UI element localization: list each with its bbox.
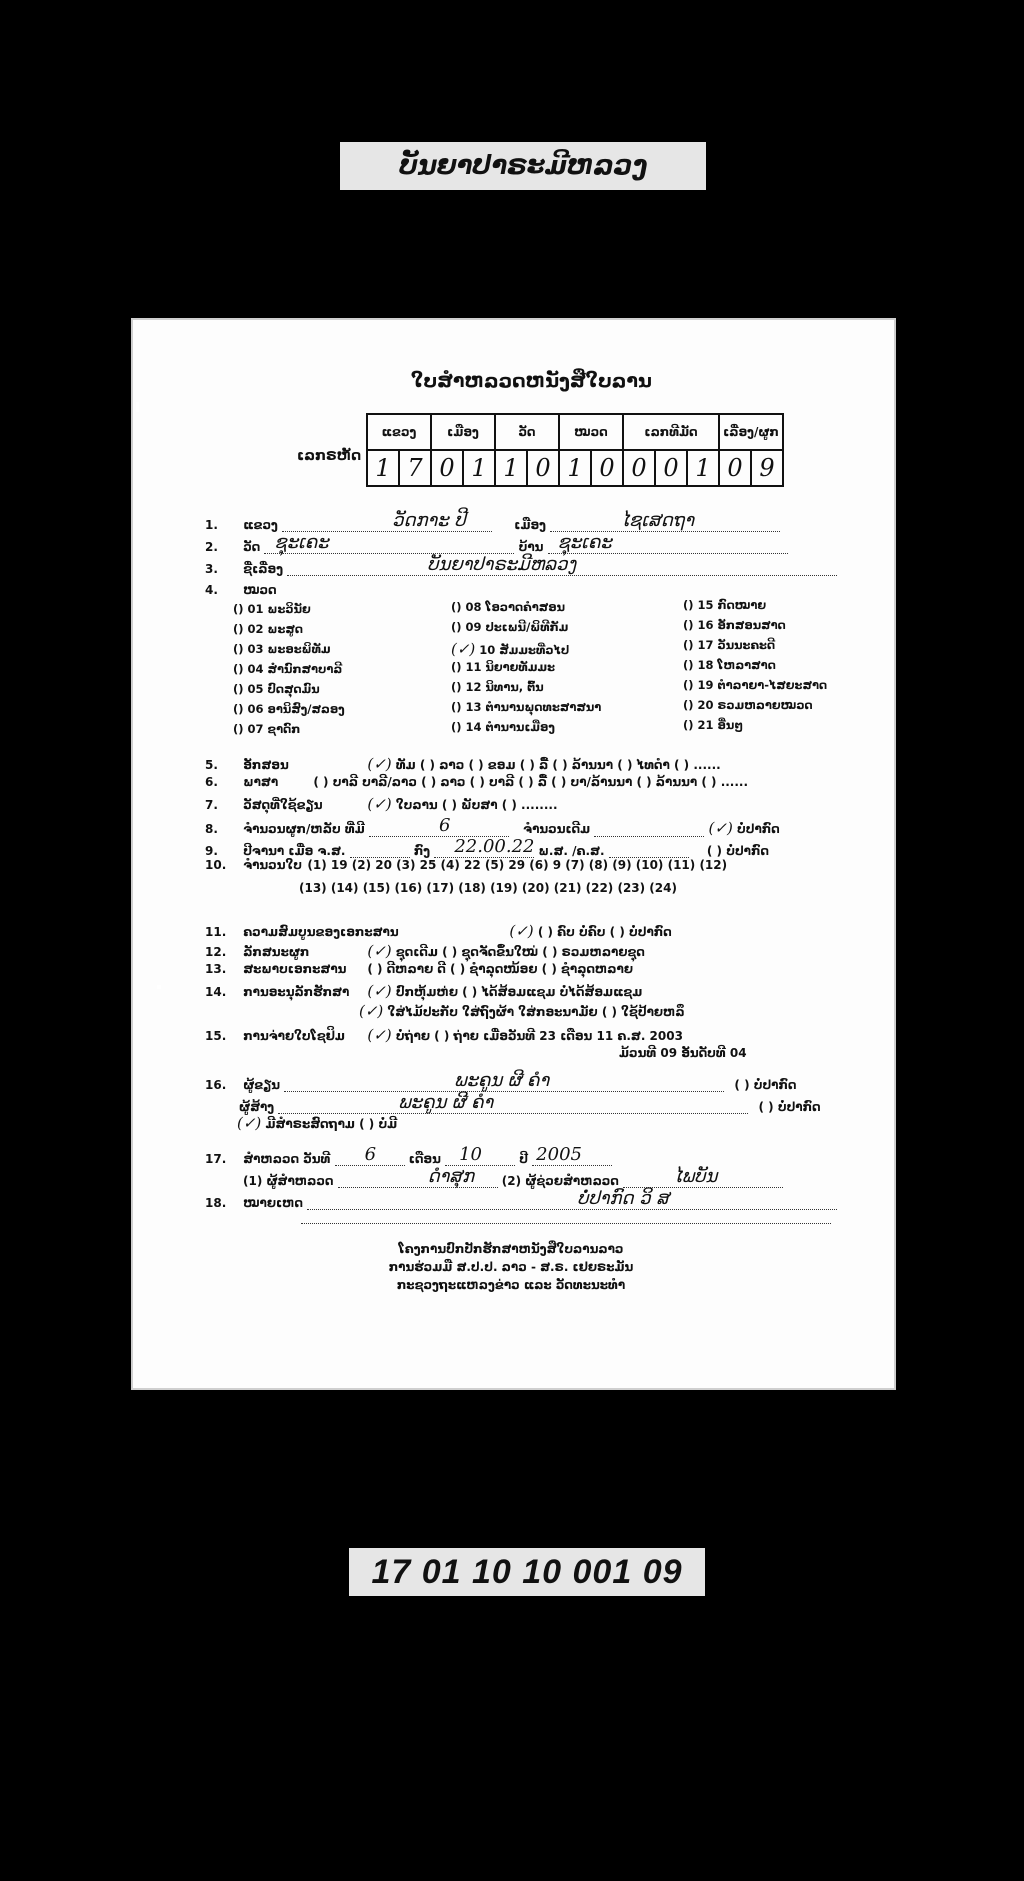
- code-digit-row: [367, 450, 783, 486]
- checkmark-icon: (✓): [367, 1026, 392, 1044]
- field-language-row: [205, 775, 748, 789]
- field-surveyors-row: [243, 1166, 783, 1188]
- preservation-options-2-row: [359, 1002, 685, 1020]
- field-label: ຜູ້ສ້າງ: [239, 1100, 275, 1114]
- field-label: ອັກສອນ: [243, 758, 289, 772]
- checkmark-icon: (✓): [237, 1114, 262, 1132]
- field-label: ຈໍານວນໃບ: [243, 858, 303, 872]
- year-value: 22.00.22: [454, 836, 535, 857]
- field-scribe-row: [205, 1070, 796, 1092]
- code-label: ເລກຣຫັດ: [297, 448, 362, 464]
- field-script-row: [205, 755, 721, 773]
- remarks-value: ບໍ່ປາກົດ ວິ ສ: [577, 1188, 670, 1209]
- leaves-counts-row2: (13) (14) (15) (16) (17) (18) (19) (20) (21) (22) (23) (24): [299, 881, 677, 895]
- code-header-district: ເມືອງ: [431, 414, 495, 450]
- code-digit: 1: [367, 450, 399, 486]
- field-number: 1.: [205, 518, 218, 532]
- district-value: ໄຊເສດຖາ: [620, 510, 695, 531]
- field-sponsor-row: [239, 1092, 821, 1114]
- completeness-options: ( ) ຄົບ ບໍ່ຄົບ ( ) ບໍ່ປາກົດ: [537, 925, 672, 939]
- survey-month-value: 10: [459, 1144, 482, 1165]
- language-options: ( ) ບາລີ ບາລີ/ລາວ ( ) ລາວ ( ) ບາລີ ( ) ລື້ ( ) ບາ/ລ້ານນາ ( ) ລ້ານນາ ( ) ......: [313, 775, 749, 789]
- scribe-option: ( ) ບໍ່ປາກົດ: [734, 1078, 797, 1092]
- scribe-value: ພະຄູນ ຜີ ຄໍາ: [454, 1070, 550, 1091]
- checkmark-icon: (✓): [367, 982, 392, 1000]
- field-microfilm-row: [205, 1026, 683, 1044]
- field-bundle-type-row: [205, 942, 645, 960]
- field-fascicle-count-row: [205, 815, 780, 837]
- manuscript-code-label: 17 01 10 10 001 09: [349, 1548, 705, 1596]
- field-label: ປີຈານາ ເມື່ອ ຈ.ສ.: [243, 844, 346, 858]
- field-number: 18.: [205, 1196, 227, 1210]
- village-value: ຊຸະເຄະ: [557, 532, 612, 553]
- footer-project-name: ໂຄງການປົກປັກຮັກສາຫນັງສືໃບລານລາວ: [398, 1242, 624, 1256]
- field-category-row: [205, 583, 277, 597]
- date-option: ( ) ບໍ່ປາກົດ: [706, 844, 769, 858]
- colophon-options: ມີສໍາຣະສົດຖາມ ( ) ບໍ່ມີ: [265, 1117, 398, 1131]
- field-number: 14.: [205, 985, 227, 999]
- field-label: ຜູ້ຂຽນ: [243, 1078, 281, 1092]
- temple-value: ຊຸະເຄະ: [274, 532, 329, 553]
- code-header-row: [367, 414, 783, 450]
- field-label: ໝາຍເຫດ: [243, 1196, 304, 1210]
- field-label: ເມືອງ: [514, 518, 546, 532]
- assistant-value: ໄພບັນ: [673, 1166, 718, 1187]
- checkmark-icon: (✓): [359, 1002, 384, 1020]
- field-number: 11.: [205, 925, 227, 939]
- category-option: () 16 ອັກສອນສາດ: [683, 618, 786, 632]
- category-option: () 02 ພະສູດ: [233, 622, 304, 636]
- category-option: () 19 ຕໍາລາຍາ-ໄສຍະສາດ: [683, 678, 828, 692]
- category-option: () 08 ໂອວາດຄໍາສອນ: [451, 600, 565, 614]
- field-label: (1) ຜູ້ສໍາຫລວດ: [243, 1174, 334, 1188]
- survey-year-value: 2005: [536, 1144, 582, 1165]
- field-survey-date-row: [205, 1144, 612, 1166]
- category-option: () 09 ປະເພນີ/ພິທີກັມ: [451, 620, 569, 634]
- microfilm-reel-info: ມ້ວນທີ 09 ອັນດັບທີ 04: [619, 1046, 747, 1060]
- province-value: ວັດກາະ ປີ: [392, 510, 466, 531]
- code-digit: 0: [655, 450, 687, 486]
- field-temple-row: [205, 532, 788, 554]
- field-label: ຈໍານວນເດີມ: [523, 822, 591, 836]
- field-remarks-row: [205, 1188, 837, 1210]
- field-label: ວັສດຸທີ່ໃຊ້ຂຽນ: [243, 798, 323, 812]
- field-material-row: [205, 795, 558, 813]
- category-option: () 12 ນິທານ, ຕົ້ນ: [451, 680, 544, 694]
- category-option: () 18 ໂຫລາສາດ: [683, 658, 776, 672]
- survey-day-value: 6: [364, 1144, 377, 1165]
- surveyor-value: ດໍາສຸກ: [427, 1166, 475, 1187]
- sponsor-option: ( ) ບໍ່ປາກົດ: [758, 1100, 821, 1114]
- field-date-row: [205, 836, 769, 858]
- field-number: 10.: [205, 858, 227, 872]
- margin-mark: [157, 985, 161, 989]
- field-number: 5.: [205, 758, 218, 772]
- code-digit: 0: [591, 450, 623, 486]
- category-option: () 01 ພະວິນັຍ: [233, 602, 311, 616]
- preservation-options-2: ໃສ່ໄມ້ປະກັບ ໃສ່ຖົງຜ້າ ໃສ່ກອະນາມັຍ ( ) ໃຊ້ປ້າຍຫລຶ: [387, 1005, 685, 1019]
- field-condition-row: [205, 962, 633, 976]
- field-label: ບ້ານ: [518, 540, 544, 554]
- preservation-options-1: ປົກຫຸ້ມຫ່ຍ ( ) ໄດ້ສ້ອມແຊມ ບໍ່ໄດ້ສ້ອມແຊມ: [395, 985, 643, 999]
- category-option: () 03 ພະອະພິທັມ: [233, 642, 331, 656]
- field-province-row: [205, 510, 780, 532]
- field-label: ການຈ່າຍໃບໂຊຢິມ: [243, 1029, 345, 1043]
- field-number: 12.: [205, 945, 227, 959]
- code-header-province: ແຂວງ: [367, 414, 431, 450]
- document-title-label: ບັນຍາປາຣະມີຫລວງ: [340, 142, 706, 190]
- sponsor-value: ພະຄູນ ຜີ ຄໍາ: [398, 1092, 494, 1113]
- field-title-row: [205, 554, 837, 576]
- microfilm-options: ບໍ່ຖ່າຍ ( ) ຖ່າຍ ເມື່ອວັນທີ 23 ເດືອນ 11 ຄ.ສ. 2003: [395, 1029, 683, 1043]
- field-number: 13.: [205, 962, 227, 976]
- code-digit: 0: [527, 450, 559, 486]
- field-completeness-row: [205, 922, 672, 940]
- code-table: [366, 413, 784, 487]
- category-option: () 17 ວັນນະຄະດີ: [683, 638, 776, 652]
- margin-mark: [136, 402, 139, 412]
- category-option: () 07 ຊາດົກ: [233, 722, 301, 736]
- field-colophon-row: [237, 1114, 397, 1132]
- field-number: 6.: [205, 775, 218, 789]
- field-leaves-row: [205, 858, 727, 872]
- form-footer: [381, 1240, 641, 1294]
- code-digit: 9: [751, 450, 783, 486]
- leaves-counts-row1: (1) 19 (2) 20 (3) 25 (4) 22 (5) 29 (6) 9 (7) (8) (9) (10) (11) (12): [307, 858, 728, 872]
- field-label: ຄວາມສົມບູນຂອງເອກະສານ: [243, 925, 399, 939]
- checkmark-icon: (✓): [509, 922, 534, 940]
- category-option-checked: (✓) 10 ສັມມະທີ່ວໄປ: [451, 640, 570, 658]
- code-header-temple: ວັດ: [495, 414, 559, 450]
- category-option: () 04 ສໍານົກສາບາລີ: [233, 662, 343, 676]
- field-label: ໝວດ: [243, 583, 277, 597]
- code-digit: 0: [431, 450, 463, 486]
- code-digit: 0: [719, 450, 751, 486]
- field-label: ສະພາບເອກະສານ: [243, 962, 347, 976]
- footer-cooperation: ການຮ່ວມມື ສ.ປ.ປ. ລາວ - ສ.ຣ. ເຢຍຣະມັນ: [388, 1260, 634, 1274]
- field-label: ແຂວງ: [243, 518, 278, 532]
- category-option: () 15 ກົດໝາຍ: [683, 598, 767, 612]
- field-label: ພາສາ: [243, 775, 279, 789]
- checkmark-icon: (✓): [367, 795, 392, 813]
- code-header-category: ໝວດ: [559, 414, 623, 450]
- category-option: () 14 ຕໍານານເມືອງ: [451, 720, 555, 734]
- field-label: ປີ: [519, 1152, 528, 1166]
- footer-ministry: ກະຊວງຖະແຫລງຂ່າວ ແລະ ວັດທະນະທໍາ: [396, 1278, 626, 1292]
- checkmark-icon: (✓): [367, 755, 392, 773]
- code-digit: 0: [623, 450, 655, 486]
- checkmark-icon: (✓): [708, 819, 733, 837]
- field-label: ລັກສນະຜູກ: [243, 945, 310, 959]
- field-number: 8.: [205, 822, 218, 836]
- field-number: 3.: [205, 562, 218, 576]
- field-label: ເດືອນ: [408, 1152, 441, 1166]
- form-title: ໃບສໍາຫລວດຫນັງສືໃບລານ: [411, 370, 652, 392]
- category-option: () 21 ອື່ນໆ: [683, 718, 743, 732]
- field-label: ພ.ສ. /ຄ.ສ.: [538, 844, 605, 858]
- survey-form-sheet: [131, 318, 896, 1390]
- field-label: ກົງ: [413, 844, 431, 858]
- bundle-type-options: ຊຸດເດີມ ( ) ຊຸດຈັດຂຶ້ນໃໝ່ ( ) ຣວມຫລາຍຊຸດ: [395, 945, 645, 959]
- remarks-blank-line: [301, 1210, 831, 1224]
- field-number: 15.: [205, 1029, 227, 1043]
- checkmark-icon: (✓): [367, 942, 392, 960]
- code-digit: 1: [559, 450, 591, 486]
- field-number: 9.: [205, 844, 218, 858]
- original-count-option: ບໍ່ປາກົດ: [737, 822, 780, 836]
- code-digit: 1: [463, 450, 495, 486]
- code-digit: 1: [687, 450, 719, 486]
- script-options: ທັມ ( ) ລາວ ( ) ຂອມ ( ) ລື້ ( ) ລ້ານນາ ( ) ໄທດໍາ ( ) ......: [395, 758, 721, 772]
- field-label: (2) ຜູ້ຊ່ວຍສໍາຫລວດ: [501, 1174, 619, 1188]
- fascicle-count-value: 6: [438, 815, 451, 836]
- category-option: () 11 ນິຍາຍທັມມະ: [451, 660, 556, 674]
- code-digit: 1: [495, 450, 527, 486]
- material-options: ໃບລານ ( ) ພັບສາ ( ) ........: [395, 798, 558, 812]
- category-option: () 05 ປົດສຸດມົນ: [233, 682, 320, 696]
- checkmark-icon: (✓): [451, 640, 476, 658]
- category-option: () 13 ຕໍານານພຸດທະສາສນາ: [451, 700, 602, 714]
- field-number: 7.: [205, 798, 218, 812]
- field-label: ວັດ: [243, 540, 261, 554]
- field-number: 4.: [205, 583, 218, 597]
- field-label: ຊື່ເລື່ອງ: [243, 562, 284, 576]
- field-label: ຈໍານວນຜູກ/ຫລັບ ທີ່ມີ: [243, 822, 365, 836]
- field-label: ສໍາຫລວດ ວັນທີ: [243, 1152, 331, 1166]
- category-option: () 06 ອານິສົງ/ສລອງ: [233, 702, 345, 716]
- code-header-bundle-number: ເລກທີມັດ: [623, 414, 719, 450]
- field-preservation-row: [205, 982, 642, 1000]
- field-number: 16.: [205, 1078, 227, 1092]
- manuscript-title-value: ບັນຍາປາຣະມີຫລວງ: [427, 554, 577, 575]
- field-label: ການອະນຸລັກຮັກສາ: [243, 985, 350, 999]
- category-option: () 20 ຣວມຫລາຍໝວດ: [683, 698, 813, 712]
- code-digit: 7: [399, 450, 431, 486]
- field-number: 2.: [205, 540, 218, 554]
- condition-options: ( ) ດີຫລາຍ ດີ ( ) ຊໍາລຸດໜ້ອຍ ( ) ຊໍາລຸດຫລາຍ: [367, 962, 633, 976]
- code-header-fascicle: ເລື່ອງ/ຜູກ: [719, 414, 783, 450]
- field-number: 17.: [205, 1152, 227, 1166]
